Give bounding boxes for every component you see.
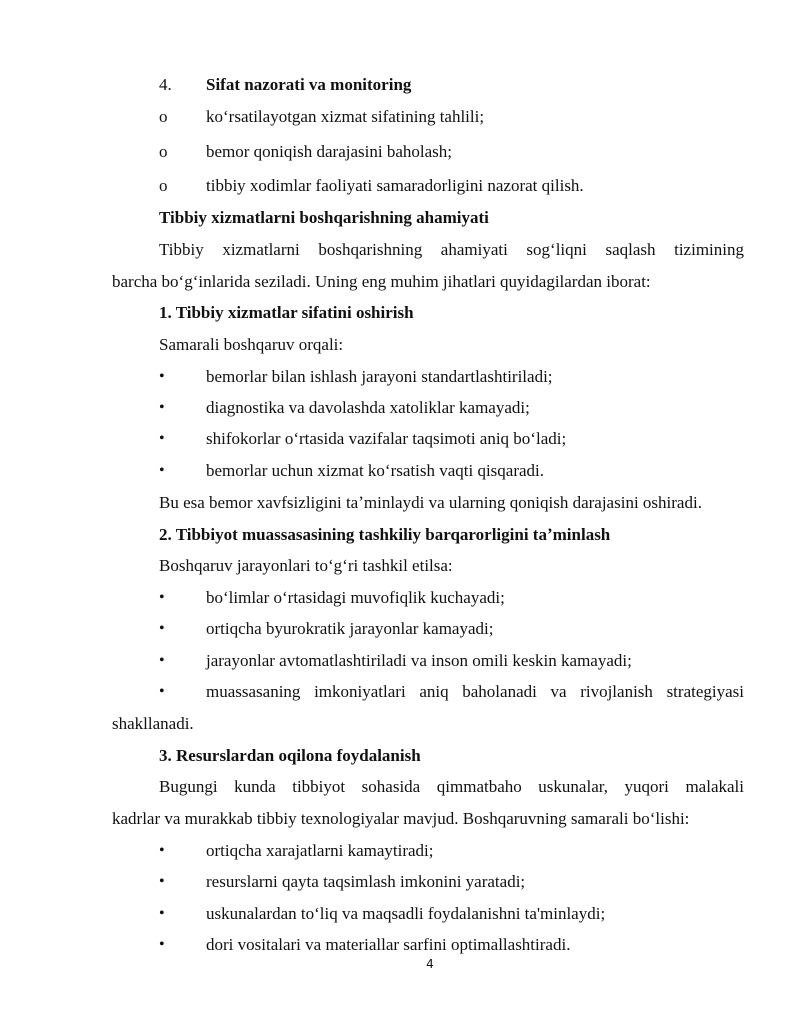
subsection-heading: 3. Resurslardan oqilona foydalanish: [159, 746, 421, 765]
list-item: boʻlimlar oʻrtasidagi muvofiqlik kuchayadi;: [206, 588, 505, 607]
bullet-icon: •: [159, 589, 165, 606]
list-item: tibbiy xodimlar faoliyati samaradorligini nazorat qilish.: [206, 176, 584, 195]
bullet-icon: •: [159, 842, 165, 859]
list-item: jarayonlar avtomatlashtiriladi va inson omili keskin kamayadi;: [206, 651, 632, 670]
list-item: resurslarni qayta taqsimlash imkonini yaratadi;: [206, 872, 526, 891]
list-item: ortiqcha byurokratik jarayonlar kamayadi;: [206, 619, 494, 638]
list-item: bemor qoniqish darajasini baholash;: [206, 142, 452, 161]
list-item: bemorlar uchun xizmat koʻrsatish vaqti qisqaradi.: [206, 461, 545, 480]
paragraph-line: Samarali boshqaruv orqali:: [159, 335, 344, 354]
bullet-icon: •: [159, 620, 165, 637]
section-number: 4.: [159, 75, 172, 94]
bullet-icon: •: [159, 430, 165, 447]
paragraph-line: kadrlar va murakkab tibbiy texnologiyalar mavjud. Boshqaruvning samarali boʻlishi:: [112, 809, 690, 828]
subsection-heading: 2. Tibbiyot muassasasining tashkiliy barqarorligini taʼminlash: [159, 525, 611, 544]
list-marker: o: [159, 107, 168, 126]
list-marker: o: [159, 176, 168, 195]
list-item: bemorlar bilan ishlash jarayoni standartlashtiriladi;: [206, 367, 553, 386]
bullet-icon: •: [159, 905, 165, 922]
list-item: uskunalardan toʻliq va maqsadli foydalanishni ta'minlaydi;: [206, 904, 606, 923]
list-item: shifokorlar oʻrtasida vazifalar taqsimoti aniq boʻladi;: [206, 429, 567, 448]
bullet-icon: •: [159, 873, 165, 890]
list-item: dori vositalari va materiallar sarfini optimallashtiradi.: [206, 935, 571, 954]
section-heading: Tibbiy xizmatlarni boshqarishning ahamiyati: [159, 208, 489, 227]
list-item: diagnostika va davolashda xatoliklar kamayadi;: [206, 398, 530, 417]
paragraph-line: Bugungi kunda tibbiyot sohasida qimmatbaho uskunalar, yuqori malakali: [159, 777, 744, 796]
bullet-icon: •: [159, 652, 165, 669]
paragraph-line: Tibbiy xizmatlarni boshqarishning ahamiyati sogʻliqni saqlash tizimining: [159, 240, 744, 259]
subsection-heading: 1. Tibbiy xizmatlar sifatini oshirish: [159, 303, 414, 322]
list-item: muassasaning imkoniyatlari aniq baholanadi va rivojlanish strategiyasi: [206, 682, 744, 701]
section-title: Sifat nazorati va monitoring: [206, 75, 412, 94]
bullet-icon: •: [159, 936, 165, 953]
bullet-icon: •: [159, 462, 165, 479]
list-item: koʻrsatilayotgan xizmat sifatining tahlili;: [206, 107, 485, 126]
list-item: ortiqcha xarajatlarni kamaytiradi;: [206, 841, 434, 860]
page-number: 4: [426, 957, 434, 971]
list-marker: o: [159, 142, 168, 161]
list-item-continuation: shakllanadi.: [112, 714, 194, 733]
bullet-icon: •: [159, 399, 165, 416]
bullet-icon: •: [159, 368, 165, 385]
paragraph-line: Bu esa bemor xavfsizligini taʼminlaydi va ularning qoniqish darajasini oshiradi.: [159, 493, 702, 512]
paragraph-line: Boshqaruv jarayonlari toʻgʻri tashkil etilsa:: [159, 556, 453, 575]
bullet-icon: •: [159, 683, 165, 700]
paragraph-line: barcha boʻgʻinlarida seziladi. Uning eng muhim jihatlari quyidagilardan iborat:: [112, 272, 651, 291]
